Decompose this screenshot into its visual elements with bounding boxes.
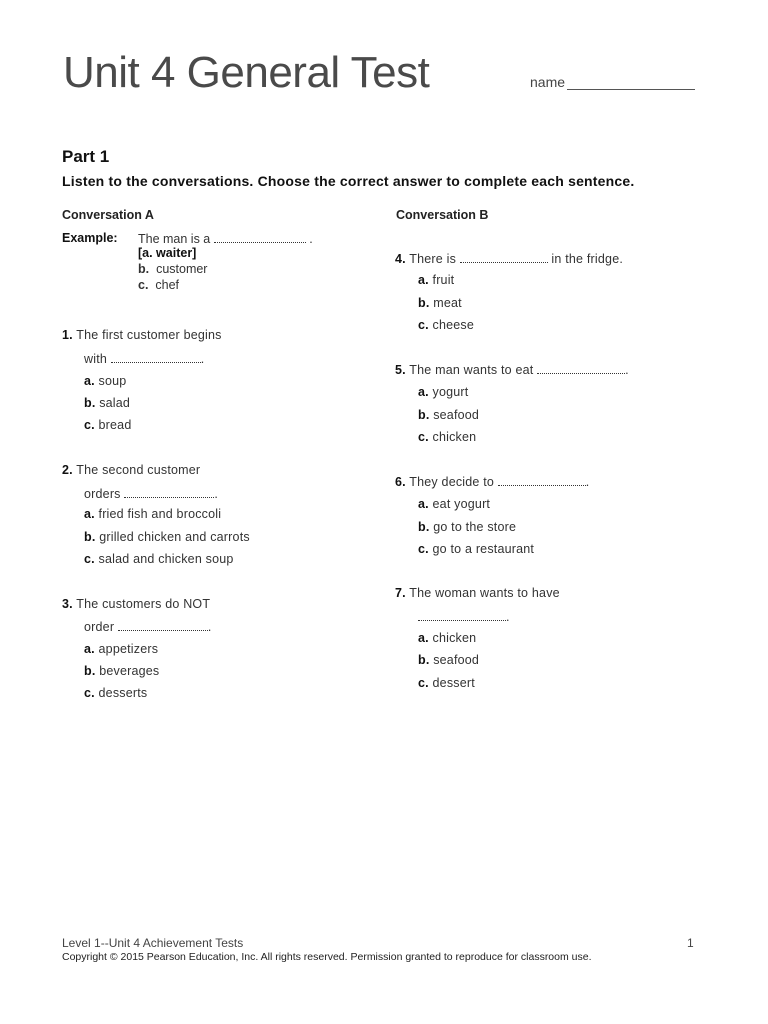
question-7-option-a[interactable]: a. chicken bbox=[418, 631, 477, 645]
conversation-b-heading: Conversation B bbox=[396, 208, 489, 222]
question-4-stem: 4. There is in the fridge. bbox=[395, 252, 624, 266]
page-title: Unit 4 General Test bbox=[63, 48, 430, 97]
question-7-line2: . bbox=[418, 609, 510, 624]
name-label: name bbox=[530, 74, 566, 90]
instructions: Listen to the conversations. Choose the correct answer to complete each sentence. bbox=[62, 173, 635, 189]
question-1-option-a[interactable]: a. soup bbox=[84, 374, 127, 388]
question-3-option-b[interactable]: b. beverages bbox=[84, 664, 160, 678]
question-2-option-c[interactable]: c. salad and chicken soup bbox=[84, 552, 234, 566]
question-6-stem: 6. They decide to . bbox=[395, 475, 590, 489]
example-option-c: c. chef bbox=[138, 278, 180, 292]
question-4-option-c[interactable]: c. cheese bbox=[418, 318, 475, 332]
example-stem: The man is a . bbox=[138, 232, 313, 246]
part-title: Part 1 bbox=[62, 147, 110, 166]
question-2-option-a[interactable]: a. fried fish and broccoli bbox=[84, 507, 222, 521]
question-6-blank[interactable] bbox=[498, 474, 586, 486]
question-5-option-a[interactable]: a. yogurt bbox=[418, 385, 469, 399]
question-1-option-b[interactable]: b. salad bbox=[84, 396, 131, 410]
question-7-option-c[interactable]: c. dessert bbox=[418, 676, 475, 690]
question-4-option-a[interactable]: a. fruit bbox=[418, 273, 455, 287]
question-5-blank[interactable] bbox=[537, 362, 625, 374]
example-label: Example: bbox=[62, 231, 118, 245]
question-4-option-b[interactable]: b. meat bbox=[418, 296, 462, 310]
name-field[interactable] bbox=[530, 74, 695, 90]
page-number: 1 bbox=[687, 936, 694, 950]
question-5-option-b[interactable]: b. seafood bbox=[418, 408, 480, 422]
question-6-option-b[interactable]: b. go to the store bbox=[418, 520, 517, 534]
question-2-blank[interactable] bbox=[124, 486, 214, 498]
question-7-stem: 7. The woman wants to have bbox=[395, 586, 560, 600]
question-2-line2: orders . bbox=[84, 487, 219, 501]
question-1-line1: 1. The first customer begins bbox=[62, 328, 222, 342]
question-5-stem: 5. The man wants to eat . bbox=[395, 363, 629, 377]
example-blank bbox=[214, 231, 306, 243]
footer-level: Level 1--Unit 4 Achievement Tests bbox=[62, 936, 244, 950]
conversation-a-heading: Conversation A bbox=[62, 208, 154, 222]
question-1-option-c[interactable]: c. bread bbox=[84, 418, 132, 432]
question-1-blank[interactable] bbox=[111, 351, 201, 363]
question-7-option-b[interactable]: b. seafood bbox=[418, 653, 480, 667]
question-4-blank[interactable] bbox=[460, 251, 548, 263]
footer-copyright: Copyright © 2015 Pearson Education, Inc. All rights reserved. Permission granted to reproduce for classroom use. bbox=[62, 951, 592, 963]
question-2-option-b[interactable]: b. grilled chicken and carrots bbox=[84, 530, 250, 544]
name-line[interactable] bbox=[567, 75, 695, 90]
question-2-line1: 2. The second customer bbox=[62, 463, 201, 477]
question-6-option-a[interactable]: a. eat yogurt bbox=[418, 497, 491, 511]
question-3-line2: order . bbox=[84, 620, 212, 634]
example-option-b: b. customer bbox=[138, 262, 208, 276]
example-answer-a: [a. waiter] bbox=[138, 246, 197, 260]
question-1-line2: with . bbox=[84, 352, 205, 366]
question-7-blank[interactable] bbox=[418, 609, 506, 621]
question-6-option-c[interactable]: c. go to a restaurant bbox=[418, 542, 535, 556]
question-5-option-c[interactable]: c. chicken bbox=[418, 430, 477, 444]
question-3-line1: 3. The customers do NOT bbox=[62, 597, 211, 611]
question-3-option-a[interactable]: a. appetizers bbox=[84, 642, 159, 656]
question-3-option-c[interactable]: c. desserts bbox=[84, 686, 148, 700]
question-3-blank[interactable] bbox=[118, 619, 208, 631]
